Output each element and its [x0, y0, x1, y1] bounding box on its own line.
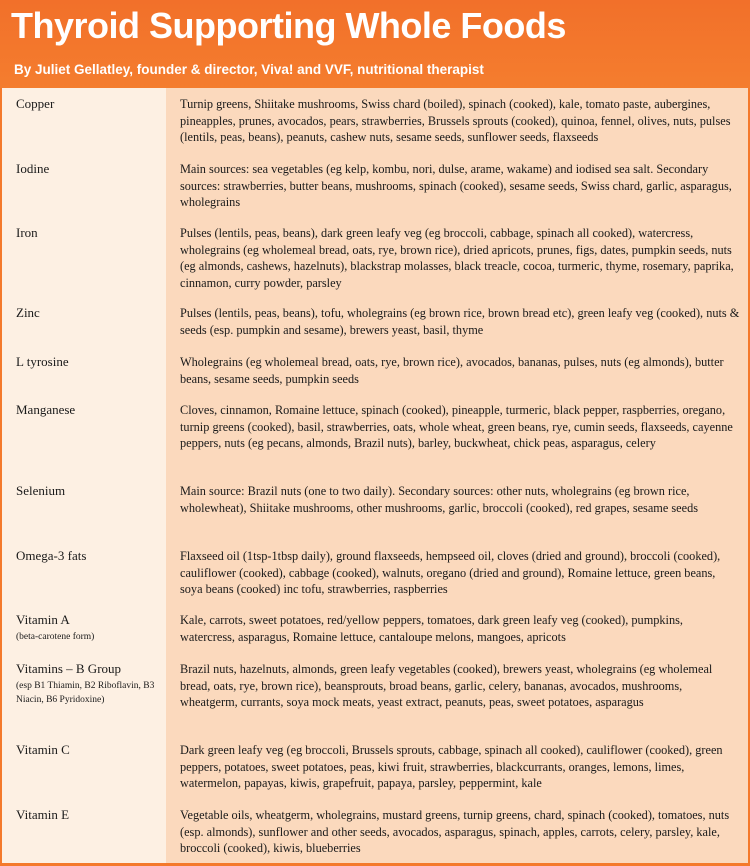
nutrient-table [2, 88, 748, 863]
nutrient-note: (esp B1 Thiamin, B2 Riboflavin, B3 Niacin, B6 Pyridoxine) [16, 680, 155, 705]
food-sources: Pulses (lentils, peas, beans), dark green leafy veg (eg broccoli, cabbage, spinach all cooked), watercress, wholegrains (eg wholemeal bread, oats, rye, brown rice), dried apricots, prunes, figs, dates, pumpkin seeds, nuts (eg almonds, cashews, hazelnuts), blackstrap molasses, black treacle, cocoa, turmeric, thyme, rosemary, paprika, cinnamon, curry powder, parsley [180, 226, 734, 290]
nutrient-label: Vitamin A [16, 612, 70, 627]
food-sources: Vegetable oils, wheatgerm, wholegrains, mustard greens, turnip greens, chard, spinach (cooked), tomatoes, nuts (esp. almonds), sunflower and other seeds, avocados, asparagus, spinach, apples, carrots, celery, parsley, kale, broccoli (cooked), kiwis, blueberries [180, 808, 730, 855]
page-subtitle: By Juliet Gellatley, founder & director, Viva! and VVF, nutritional therapist [14, 62, 484, 77]
food-sources: Wholegrains (eg wholemeal bread, oats, rye, brown rice), avocados, bananas, pulses, nuts (eg almonds), butter beans, sesame seeds, pumpkin seeds [180, 355, 724, 386]
nutrient-name: Omega-3 fats [16, 548, 87, 563]
nutrient-name: L tyrosine [16, 354, 69, 369]
nutrient-name: Vitamin C [16, 742, 70, 757]
nutrient-name: Iron [16, 225, 38, 240]
food-sources: Dark green leafy veg (eg broccoli, Brussels sprouts, cabbage, spinach all cooked), cauliflower (cooked), green peppers, potatoes, sweet potatoes, peas, kiwi fruit, strawberries, blackcurrants, oranges, lemons, limes, watermelon, papayas, kiwis, grapefruit, papaya, parsley, peppermint, kale [180, 743, 723, 790]
food-sources: Main sources: sea vegetables (eg kelp, kombu, nori, dulse, arame, wakame) and iodised sea salt. Secondary sources: strawberries, butter beans, mushrooms, spinach (cooked), sesame seeds, Swiss chard, garlic, asparagus, wholegrains [180, 162, 732, 209]
nutrient-name: Copper [16, 96, 55, 111]
nutrient-name: Manganese [16, 402, 76, 417]
nutrient-name: Selenium [16, 483, 66, 498]
nutrient-name [16, 612, 161, 644]
page-title: Thyroid Supporting Whole Foods [11, 5, 566, 46]
food-sources: Brazil nuts, hazelnuts, almonds, green leafy vegetables (cooked), brewers yeast, wholegrains (eg wholemeal bread, oats, rye, brown rice), beansprouts, broad beans, garlic, celery, bananas, avocados, mushrooms, wheatgerm, currants, soya mock meats, yeast extract, peanuts, peas, sweet potatoes, asparagus [180, 662, 713, 709]
nutrient-name: Zinc [16, 305, 40, 320]
food-sources: Kale, carrots, sweet potatoes, red/yellow peppers, tomatoes, dark green leafy veg (cooked), pumpkins, watercress, asparagus, Romaine lettuce, cantaloupe melons, mangoes, apricots [180, 613, 683, 644]
nutrient-name: Iodine [16, 161, 50, 176]
nutrient-label: Vitamins – B Group [16, 661, 122, 676]
food-sources: Turnip greens, Shiitake mushrooms, Swiss chard (boiled), spinach (cooked), kale, tomato paste, aubergines, pineapples, prunes, avocados, pears, strawberries, Brussels sprouts (cooked), quinoa, fennel, olives, nuts, pulses (lentils, peas, beans), peanuts, cashew nuts, sesame seeds, sunflower seeds, flaxseeds [180, 97, 731, 144]
nutrient-name [16, 661, 161, 707]
nutrient-note: (beta-carotene form) [16, 631, 95, 642]
food-sources: Flaxseed oil (1tsp-1tbsp daily), ground flaxseeds, hempseed oil, cloves (dried and ground), broccoli (cooked), cauliflower (cooked), cabbage (cooked), walnuts, oregano (dried and ground), Romaine lettuce, green beans, soya beans (cooked) inc tofu, strawberries, raspberries [180, 549, 721, 596]
nutrient-name: Vitamin E [16, 807, 70, 822]
header-banner [0, 0, 750, 88]
food-sources: Main source: Brazil nuts (one to two daily). Secondary sources: other nuts, wholegrains (eg brown rice, wholewheat), Shiitake mushrooms, other mushrooms, garlic, broccoli (cooked), red grapes, sesame seeds [180, 484, 699, 515]
food-sources: Cloves, cinnamon, Romaine lettuce, spinach (cooked), pineapple, turmeric, black pepper, raspberries, oregano, turnip greens (cooked), basil, strawberries, oats, whole wheat, green beans, rye, cumin seeds, flaxseeds, cayenne peppers, nuts (eg pecans, almonds, Brazil nuts), barley, buckwheat, chick peas, asparagus, celery [180, 403, 733, 450]
food-sources: Pulses (lentils, peas, beans), tofu, wholegrains (eg brown rice, brown bread etc), green leafy veg (cooked), nuts & seeds (esp. pumpkin and sesame), brewers yeast, basil, thyme [180, 306, 740, 337]
